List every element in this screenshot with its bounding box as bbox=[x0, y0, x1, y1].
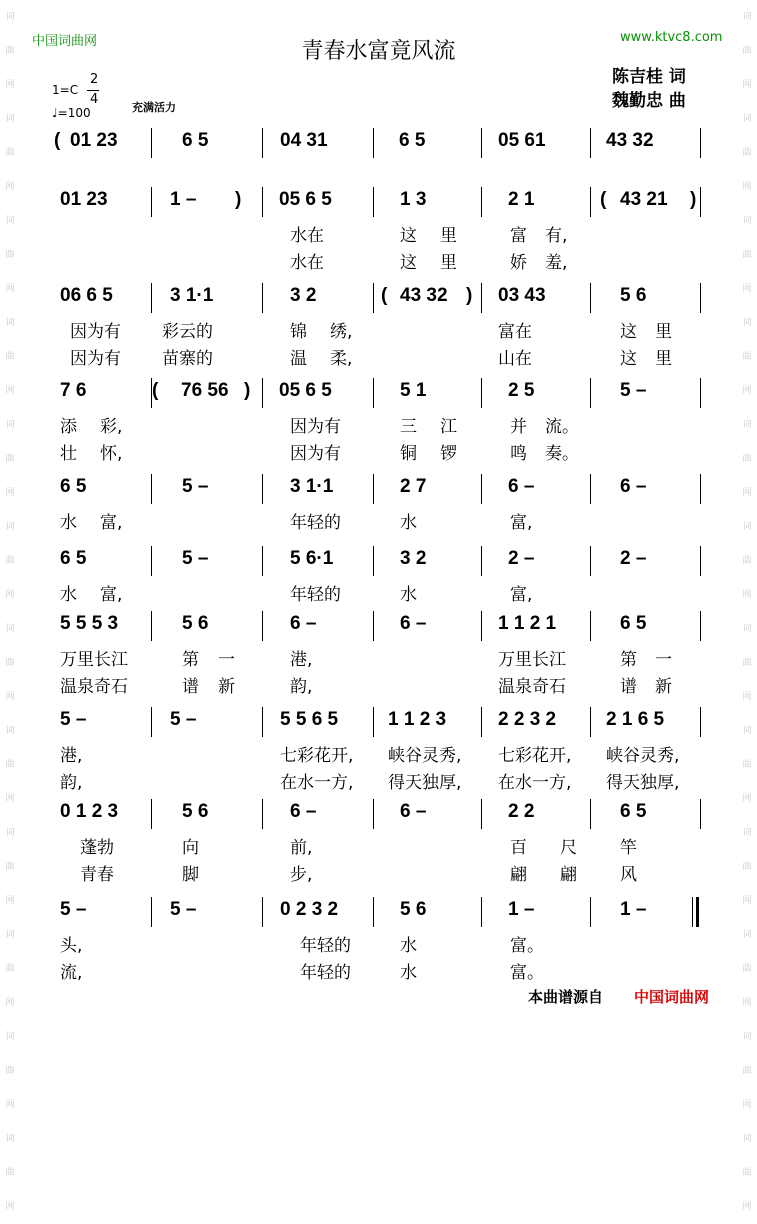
lyric-word: 韵, bbox=[290, 677, 313, 697]
barline bbox=[151, 897, 152, 927]
source-site: 中国词曲网 bbox=[634, 988, 710, 1006]
note-group: 6 – bbox=[620, 476, 647, 497]
barline bbox=[151, 611, 152, 641]
note-group: 5 – bbox=[170, 899, 197, 920]
barline bbox=[590, 187, 591, 217]
lyric-word: 流, bbox=[60, 963, 83, 983]
barline bbox=[373, 474, 374, 504]
barline bbox=[700, 611, 701, 641]
lyric-word: 峡谷灵秀, bbox=[388, 746, 462, 766]
barline bbox=[373, 283, 374, 313]
lyric-word: 添 bbox=[60, 417, 77, 437]
note-group: 1 – bbox=[508, 899, 535, 920]
note-group: 01 23 bbox=[60, 189, 108, 210]
lyric-word: 水 bbox=[400, 513, 417, 533]
note-group: 06 6 5 bbox=[60, 285, 113, 306]
barline bbox=[700, 128, 701, 158]
barline bbox=[481, 611, 482, 641]
note-group: 5 6 bbox=[182, 801, 209, 822]
lyric-word: 这 bbox=[620, 322, 637, 342]
lyric-word: 峡谷灵秀, bbox=[606, 746, 680, 766]
barline bbox=[481, 187, 482, 217]
note-group: 03 43 bbox=[498, 285, 546, 306]
expression-mark: 充满活力 bbox=[132, 101, 176, 114]
barline bbox=[262, 897, 263, 927]
lyric-word: 水 bbox=[400, 585, 417, 605]
lyric-word: 在水一方, bbox=[498, 773, 572, 793]
lyric-word: 年轻的 bbox=[290, 513, 341, 533]
note-group: ) bbox=[466, 285, 473, 306]
barline bbox=[692, 897, 693, 927]
lyric-word: 里 bbox=[655, 349, 672, 369]
lyric-word: 水在 bbox=[290, 253, 324, 273]
barline bbox=[590, 283, 591, 313]
lyric-word: 风 bbox=[620, 865, 637, 885]
barline bbox=[151, 187, 152, 217]
lyric-word: 水 bbox=[400, 936, 417, 956]
note-group: 2 7 bbox=[400, 476, 427, 497]
note-group: 5 – bbox=[60, 899, 87, 920]
note-group: 5 – bbox=[620, 380, 647, 401]
barline bbox=[700, 799, 701, 829]
composer-credit: 魏勤忠 曲 bbox=[612, 91, 686, 111]
barline bbox=[481, 128, 482, 158]
note-group: 1 3 bbox=[400, 189, 427, 210]
barline bbox=[151, 799, 152, 829]
lyric-word: 脚 bbox=[182, 865, 199, 885]
barline bbox=[590, 378, 591, 408]
barline bbox=[700, 187, 701, 217]
note-group: 6 5 bbox=[399, 130, 426, 151]
note-group: 5 5 5 3 bbox=[60, 613, 119, 634]
lyric-word: 头, bbox=[60, 936, 83, 956]
note-group: 5 6 bbox=[400, 899, 427, 920]
note-group: 6 – bbox=[508, 476, 535, 497]
note-group: 5 – bbox=[182, 476, 209, 497]
note-group: 5 – bbox=[182, 548, 209, 569]
note-group: 3 2 bbox=[290, 285, 317, 306]
lyric-word: 并 bbox=[510, 417, 527, 437]
lyric-word: 里 bbox=[440, 226, 457, 246]
note-group: 6 – bbox=[400, 613, 427, 634]
lyric-word: 港, bbox=[290, 650, 313, 670]
note-group: ( bbox=[152, 380, 159, 401]
lyric-word: 山在 bbox=[498, 349, 532, 369]
tempo-mark: ♩=100 bbox=[52, 106, 91, 120]
barline bbox=[262, 283, 263, 313]
lyric-word: 有, bbox=[545, 226, 568, 246]
note-group: 2 2 3 2 bbox=[498, 709, 557, 730]
barline bbox=[373, 897, 374, 927]
barline bbox=[262, 128, 263, 158]
barline bbox=[481, 707, 482, 737]
barline bbox=[700, 474, 701, 504]
barline bbox=[590, 546, 591, 576]
barline bbox=[262, 474, 263, 504]
note-group: 6 5 bbox=[620, 801, 647, 822]
final-barline bbox=[696, 897, 699, 927]
lyric-word: 娇 bbox=[510, 253, 527, 273]
lyric-word: 富, bbox=[510, 513, 533, 533]
lyric-word: 苗寨的 bbox=[162, 349, 213, 369]
note-group: 6 – bbox=[290, 801, 317, 822]
barline bbox=[481, 283, 482, 313]
lyric-word: 新 bbox=[655, 677, 672, 697]
lyric-word: 壮 bbox=[60, 444, 77, 464]
barline bbox=[262, 707, 263, 737]
lyric-word: 绣, bbox=[330, 322, 353, 342]
lyric-word: 竿 bbox=[620, 838, 637, 858]
note-group: 2 1 bbox=[508, 189, 535, 210]
side-watermark-right: 词曲网 词曲网 词曲网 词曲网 词曲网 词曲网 词曲网 词曲网 词曲网 词曲网 词曲网 词曲网 bbox=[742, 12, 752, 1212]
lyric-word: 韵, bbox=[60, 773, 83, 793]
note-group: 2 1 6 5 bbox=[606, 709, 665, 730]
lyric-word: 这 bbox=[400, 226, 417, 246]
lyric-word: 这 bbox=[400, 253, 417, 273]
barline bbox=[262, 799, 263, 829]
note-group: 43 32 bbox=[606, 130, 654, 151]
note-group: 5 6 bbox=[620, 285, 647, 306]
barline bbox=[590, 707, 591, 737]
barline bbox=[373, 611, 374, 641]
note-group: 05 61 bbox=[498, 130, 546, 151]
note-group: 6 5 bbox=[60, 476, 87, 497]
lyric-word: 里 bbox=[440, 253, 457, 273]
note-group: 5 – bbox=[170, 709, 197, 730]
barline bbox=[481, 897, 482, 927]
lyric-word: 得天独厚, bbox=[606, 773, 680, 793]
lyric-word: 羞, bbox=[545, 253, 568, 273]
lyric-word: 向 bbox=[182, 838, 199, 858]
lyric-word: 锦 bbox=[290, 322, 307, 342]
lyric-word: 温 bbox=[290, 349, 307, 369]
time-signature-line bbox=[87, 90, 99, 91]
lyric-word: 年轻的 bbox=[300, 936, 351, 956]
lyric-word: 在水一方, bbox=[280, 773, 354, 793]
lyric-word: 锣 bbox=[440, 444, 457, 464]
site-url-right: www.ktvc8.com bbox=[620, 30, 723, 45]
site-logo-left: 中国词曲网 bbox=[32, 34, 98, 49]
lyric-word: 年轻的 bbox=[300, 963, 351, 983]
barline bbox=[373, 378, 374, 408]
note-group: 5 6·1 bbox=[290, 548, 334, 569]
note-group: 3 1·1 bbox=[290, 476, 334, 497]
lyric-word: 富, bbox=[510, 585, 533, 605]
note-group: 05 6 5 bbox=[279, 189, 332, 210]
note-group: 5 – bbox=[60, 709, 87, 730]
note-group: 1 1 2 3 bbox=[388, 709, 447, 730]
lyric-word: 富, bbox=[100, 513, 123, 533]
note-group: ( bbox=[600, 189, 607, 210]
lyric-word: 里 bbox=[655, 322, 672, 342]
note-group: 6 5 bbox=[60, 548, 87, 569]
lyric-word: 百 bbox=[510, 838, 527, 858]
lyric-word: 水 bbox=[400, 963, 417, 983]
lyric-word: 水 bbox=[60, 585, 77, 605]
barline bbox=[590, 897, 591, 927]
note-group: 2 – bbox=[508, 548, 535, 569]
lyric-word: 流。 bbox=[545, 417, 579, 437]
note-group: 01 23 bbox=[70, 130, 118, 151]
barline bbox=[700, 283, 701, 313]
lyric-word: 富。 bbox=[510, 963, 544, 983]
barline bbox=[700, 707, 701, 737]
barline bbox=[373, 187, 374, 217]
lyric-word: 年轻的 bbox=[290, 585, 341, 605]
barline bbox=[373, 799, 374, 829]
lyric-word: 富在 bbox=[498, 322, 532, 342]
lyric-word: 彩, bbox=[100, 417, 123, 437]
note-group: 6 5 bbox=[182, 130, 209, 151]
barline bbox=[700, 546, 701, 576]
lyric-word: 万里长江 bbox=[60, 650, 128, 670]
side-watermark-left: 词曲网 词曲网 词曲网 词曲网 词曲网 词曲网 词曲网 词曲网 词曲网 词曲网 词曲网 词曲网 bbox=[5, 12, 15, 1212]
lyric-word: 温泉奇石 bbox=[60, 677, 128, 697]
barline bbox=[481, 474, 482, 504]
lyric-word: 鸣 bbox=[510, 444, 527, 464]
time-signature-top: 2 bbox=[90, 72, 99, 87]
note-group: 05 6 5 bbox=[279, 380, 332, 401]
note-group: ( bbox=[54, 130, 61, 151]
lyric-word: 因为有 bbox=[290, 417, 341, 437]
lyric-word: 铜 bbox=[400, 444, 417, 464]
note-group: 5 5 6 5 bbox=[280, 709, 339, 730]
note-group: 2 5 bbox=[508, 380, 535, 401]
barline bbox=[590, 474, 591, 504]
note-group: 2 – bbox=[620, 548, 647, 569]
lyric-word: 富 bbox=[510, 226, 527, 246]
barline bbox=[590, 128, 591, 158]
note-group: 1 – bbox=[170, 189, 197, 210]
barline bbox=[373, 546, 374, 576]
lyric-word: 前, bbox=[290, 838, 313, 858]
lyric-word: 因为有 bbox=[70, 349, 121, 369]
note-group: 0 2 3 2 bbox=[280, 899, 339, 920]
barline bbox=[262, 611, 263, 641]
barline bbox=[700, 378, 701, 408]
note-group: 2 2 bbox=[508, 801, 535, 822]
note-group: 1 – bbox=[620, 899, 647, 920]
lyric-word: 一 bbox=[218, 650, 235, 670]
lyric-word: 第 bbox=[620, 650, 637, 670]
barline bbox=[151, 128, 152, 158]
lyric-word: 水在 bbox=[290, 226, 324, 246]
barline bbox=[151, 283, 152, 313]
lyric-word: 步, bbox=[290, 865, 313, 885]
note-group: 76 56 bbox=[181, 380, 229, 401]
note-group: ) bbox=[244, 380, 251, 401]
lyric-word: 怀, bbox=[100, 444, 123, 464]
source-label: 本曲谱源自 bbox=[528, 988, 604, 1006]
note-group: 5 6 bbox=[182, 613, 209, 634]
lyric-word: 七彩花开, bbox=[280, 746, 354, 766]
note-group: 6 – bbox=[400, 801, 427, 822]
note-group: 6 – bbox=[290, 613, 317, 634]
barline bbox=[373, 128, 374, 158]
barline bbox=[151, 546, 152, 576]
lyric-word: 三 bbox=[400, 417, 417, 437]
lyric-word: 新 bbox=[218, 677, 235, 697]
note-group: 1 1 2 1 bbox=[498, 613, 557, 634]
note-group: 3 2 bbox=[400, 548, 427, 569]
lyric-word: 富, bbox=[100, 585, 123, 605]
barline bbox=[373, 707, 374, 737]
lyric-word: 彩云的 bbox=[162, 322, 213, 342]
lyric-word: 温泉奇石 bbox=[498, 677, 566, 697]
barline bbox=[590, 611, 591, 641]
note-group: 43 32 bbox=[400, 285, 448, 306]
lyric-word: 水 bbox=[60, 513, 77, 533]
note-group: 7 6 bbox=[60, 380, 87, 401]
lyric-word: 这 bbox=[620, 349, 637, 369]
note-group: ( bbox=[381, 285, 388, 306]
barline bbox=[151, 707, 152, 737]
note-group: 5 1 bbox=[400, 380, 427, 401]
note-group: 43 21 bbox=[620, 189, 668, 210]
lyric-word: 万里长江 bbox=[498, 650, 566, 670]
lyric-word: 翩 bbox=[510, 865, 527, 885]
lyric-word: 谱 bbox=[620, 677, 637, 697]
lyric-word: 谱 bbox=[182, 677, 199, 697]
lyric-word: 因为有 bbox=[290, 444, 341, 464]
barline bbox=[262, 546, 263, 576]
lyric-word: 港, bbox=[60, 746, 83, 766]
lyricist-credit: 陈吉桂 词 bbox=[612, 67, 686, 87]
note-group: 0 1 2 3 bbox=[60, 801, 119, 822]
lyric-word: 江 bbox=[440, 417, 457, 437]
lyric-word: 第 bbox=[182, 650, 199, 670]
note-group: 6 5 bbox=[620, 613, 647, 634]
time-signature-bottom: 4 bbox=[90, 92, 99, 107]
lyric-word: 得天独厚, bbox=[388, 773, 462, 793]
lyric-word: 柔, bbox=[330, 349, 353, 369]
lyric-word: 蓬勃 bbox=[80, 838, 114, 858]
barline bbox=[590, 799, 591, 829]
note-group: ) bbox=[235, 189, 242, 210]
lyric-word: 尺 bbox=[560, 838, 577, 858]
lyric-word: 一 bbox=[655, 650, 672, 670]
key-signature: 1=C bbox=[52, 83, 79, 97]
note-group: 3 1·1 bbox=[170, 285, 214, 306]
barline bbox=[151, 474, 152, 504]
barline bbox=[262, 378, 263, 408]
note-group: 04 31 bbox=[280, 130, 328, 151]
page-title: 青春水富竟风流 bbox=[301, 39, 456, 64]
lyric-word: 富。 bbox=[510, 936, 544, 956]
barline bbox=[481, 799, 482, 829]
lyric-word: 因为有 bbox=[70, 322, 121, 342]
barline bbox=[262, 187, 263, 217]
lyric-word: 七彩花开, bbox=[498, 746, 572, 766]
note-group: ) bbox=[690, 189, 697, 210]
lyric-word: 翩 bbox=[560, 865, 577, 885]
barline bbox=[481, 546, 482, 576]
lyric-word: 青春 bbox=[80, 865, 114, 885]
lyric-word: 奏。 bbox=[545, 444, 579, 464]
barline bbox=[481, 378, 482, 408]
